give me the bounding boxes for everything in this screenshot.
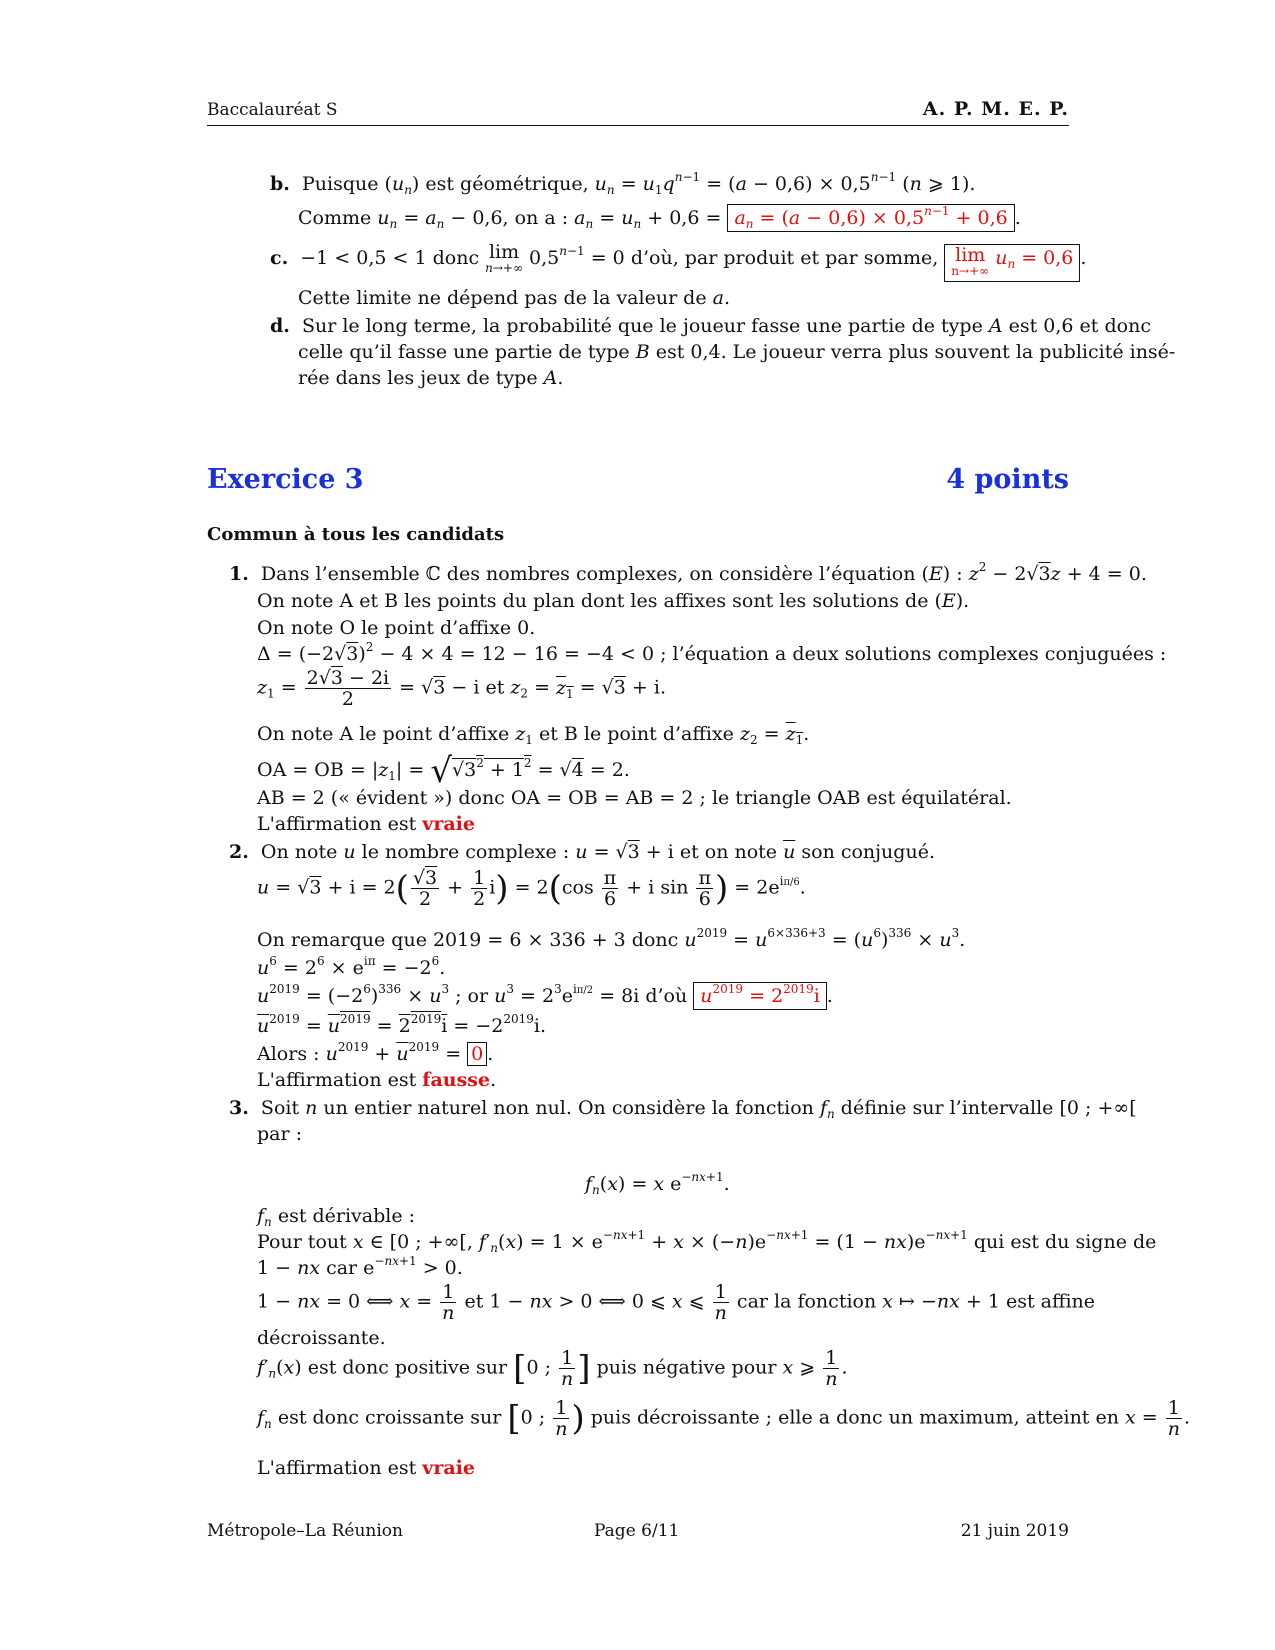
q3-line1: 3. Soit n un entier naturel non nul. On considère la fonction $f_n$ définie sur l’intervalle [0 ; +∞[ — [229, 1097, 1137, 1121]
q3-line2: par : — [257, 1123, 303, 1145]
footer-date: 21 juin 2019 — [960, 1521, 1069, 1541]
q2-line1: 2. On note u le nombre complexe : u = √3 + i et on note $\overline{u}$ son conjugué. — [229, 841, 935, 863]
part-c-boxed-answer: lim n→+∞ $u_n = 0,6$ — [944, 244, 1080, 282]
part-d-label: d. — [270, 315, 290, 337]
q3-conclusion: L'affirmation est vraie — [257, 1457, 475, 1479]
q2-line6: $\overline{u}^{2019} = u^{2019} = 2^{2019}i = -2^{2019}i$. — [257, 1012, 546, 1037]
exercise-points: 4 points — [946, 464, 1069, 495]
q1-line7: OA = OB = $|z_1| = √√3^2 + 1^2 = √4 = 2$. — [257, 751, 630, 791]
q2-label: 2. — [229, 841, 249, 863]
exercise-subtitle: Commun à tous les candidats — [207, 524, 505, 545]
q3-formula: $f_n(x) = x$ $e^{-nx+1}$. — [585, 1170, 730, 1197]
part-c-line2: Cette limite ne dépend pas de la valeur de a. — [298, 287, 731, 309]
part-c-label: c. — [270, 247, 289, 269]
part-d-line1: d. Sur le long terme, la probabilité que le joueur fasse une partie de type A est 0,6 et donc — [270, 315, 1151, 337]
part-d-line3: rée dans les jeux de type A. — [298, 367, 564, 389]
exercise-title: Exercice 3 — [207, 464, 364, 495]
q2-line2: u = √3 + i = 2( $\frac{√3}{2}$ + $\frac{1}{2}$ i) = 2(cos $\frac{\pi}{6}$ + i sin $\frac{\pi}{6}$ ) = $2e^{i\pi/6}$. — [257, 867, 806, 910]
part-b-boxed-answer: $a_n = (a - 0,6) \times 0,5^{n-1} + 0,6$ — [727, 204, 1014, 232]
q3-line8: $f'_n(x)$ est donc positive sur [0 ; $\frac{1}{n}$ ] puis négative pour x ⩾ $\frac{1}{n}$ . — [257, 1347, 848, 1390]
part-b-label: b. — [270, 173, 290, 195]
q2-line5: $u^{2019} = (-2^6)^{336} \times u^3$ ; or $u^3 = 2^3e^{i\pi/2} = 8i$ d’où $u^{2019} = 2^{2019}i$ . — [257, 982, 833, 1010]
q2-line7: Alors : $u^{2019} + \overline{u}^{2019} = 0$ . — [257, 1040, 494, 1065]
q2-verdict: fausse — [422, 1069, 491, 1091]
q2-boxed-zero: 0 — [467, 1042, 487, 1066]
q3-line4: Pour tout x ∈ [0 ; +∞[, $f'_n(x) = 1 \times e^{-nx+1} + x \times (-n)e^{-nx+1} = (1 - nx)e^{-nx+1}$ qui est du signe de — [257, 1228, 1157, 1255]
q2-boxed-power: $u^{2019} = 2^{2019}i$ — [693, 982, 827, 1010]
q2-line3: On remarque que 2019 = 6 × 336 + 3 donc $u^{2019} = u^{6\times 336+3} = (u^6)^{336} \times u^3$. — [257, 926, 966, 951]
header-right: A. P. M. E. P. — [922, 98, 1069, 120]
q1-label: 1. — [229, 563, 249, 585]
part-b-line1: b. Puisque $(u_n)$ est géométrique, $u_n = u_1q^{n-1} = (a - 0,6) \times 0,5^{n-1}$ (n ⩾ 1). — [270, 170, 976, 197]
q3-line5: 1 − nx car $e^{-nx+1} > 0$. — [257, 1254, 463, 1279]
q1-line8: AB = 2 (« évident ») donc OA = OB = AB = 2 ; le triangle OAB est équilatéral. — [257, 787, 1012, 809]
q3-label: 3. — [229, 1097, 249, 1119]
q3-line6: 1 − nx = 0 ⟺ x = $\frac{1}{n}$ et 1 − nx > 0 ⟺ 0 ⩽ x ⩽ $\frac{1}{n}$ car la fonction x ↦ −nx + 1 est affine — [257, 1281, 1096, 1324]
q3-verdict: vraie — [422, 1457, 475, 1479]
q1-line5: $z_1$ = $\frac{2√3 - 2i}{2}$ = √3 − i et $z_2 = z_1 = √3 + i$. — [257, 667, 667, 710]
q1-conclusion: L'affirmation est vraie — [257, 813, 475, 835]
footer-page-number: Page 6/11 — [594, 1521, 680, 1541]
part-b-line2: Comme $u_n = a_n - 0,6$, on a : $a_n = u_n + 0,6 = a_n = (a - 0,6) \times 0,5^{n-1} + 0,6$ . — [298, 204, 1021, 231]
footer-left: Métropole–La Réunion — [207, 1521, 403, 1541]
q1-line1: 1. Dans l’ensemble ℂ des nombres complexes, on considère l’équation (E) : $z^2 - 2√3z + 4 = 0$. — [229, 560, 1147, 585]
part-c-line1: c. −1 < 0,5 < 1 donc lim n→+∞ $0,5^{n-1} = 0$ d’où, par produit et par somme, lim n→+∞ $u_n = 0,6$ . — [270, 244, 1086, 282]
q2-line4: $u^6 = 2^6 \times e^{i\pi} = -2^6$. — [257, 954, 446, 979]
q1-line4: $\Delta = (-2√3)^2 - 4 \times 4 = 12 - 16 = -4 < 0$ ; l’équation a deux solutions complexes conjuguées : — [257, 640, 1167, 665]
header-left: Baccalauréat S — [207, 100, 338, 120]
q3-line3: $f_n$ est dérivable : — [257, 1205, 416, 1229]
q1-line2: On note A et B les points du plan dont les affixes sont les solutions de (E). — [257, 590, 970, 612]
header-rule — [207, 125, 1069, 126]
q3-line7: décroissante. — [257, 1327, 386, 1349]
q1-line6: On note A le point d’affixe $z_1$ et B le point d’affixe $z_2 = z_1$. — [257, 723, 810, 747]
part-d-line2: celle qu’il fasse une partie de type B est 0,4. Le joueur verra plus souvent la publicité insé- — [298, 341, 1176, 363]
q2-conclusion: L'affirmation est fausse. — [257, 1069, 497, 1091]
q1-verdict: vraie — [422, 813, 475, 835]
q1-line3: On note O le point d’affixe 0. — [257, 617, 536, 639]
q3-line9: $f_n$ est donc croissante sur [0 ; $\frac{1}{n}$ ) puis décroissante ; elle a donc un maximum, atteint en x = $\frac{1}{n}$ . — [257, 1397, 1191, 1440]
